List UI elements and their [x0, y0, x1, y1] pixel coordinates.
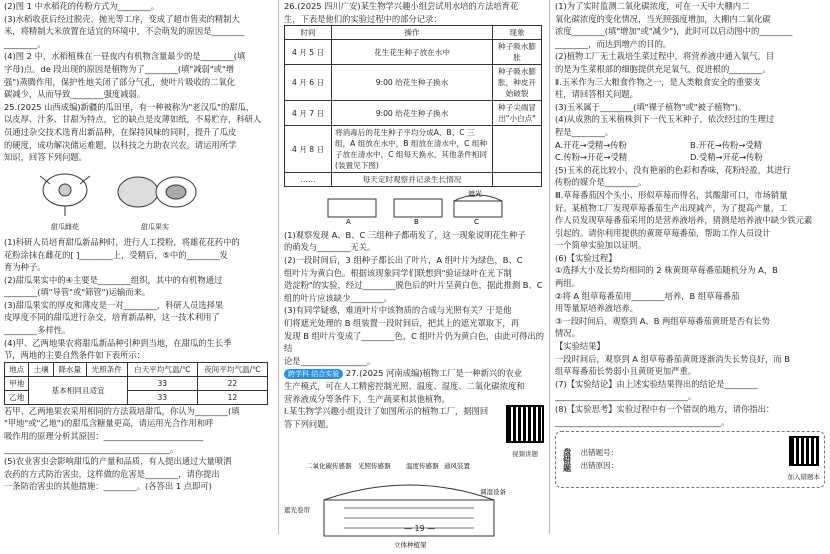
- text-line: 两组。: [555, 278, 580, 289]
- text-line: 生产模式，可在人工精密控制光照、温度、湿度、二氧化碳浓度和: [284, 380, 525, 391]
- table-cell: 种子尖端冒出"小白点": [493, 101, 542, 126]
- text-line: ________________________________________。: [4, 443, 179, 454]
- text-line: ________________________________________。: [555, 416, 730, 427]
- qr-caption: 视频讲题: [512, 449, 538, 458]
- setup-label-c: C: [474, 218, 479, 226]
- table-cell: 4 月 8 日: [285, 126, 332, 173]
- text-line: (4)甲、乙两地果农将甜瓜新品种引种到当地，在甜瓜的生长季: [4, 337, 232, 348]
- experiment-table: [284, 25, 542, 187]
- table-cell: 基本相同且适宜: [29, 376, 127, 404]
- text-line: 营养液成分等条件下，生产蔬菜和其他植物。: [284, 393, 450, 404]
- table-cell: 4 月 6 日: [285, 65, 332, 101]
- text-line: ________。: [4, 38, 46, 49]
- text-line: 的硬度，成功解决储运难题，以科技之力助农兴农。请运用所学: [4, 139, 237, 150]
- text-line: 【实验结果】: [555, 341, 605, 352]
- text-line: 们将遮光处理的 B 组装置一段时间后，把其上的遮光罩取下，再: [284, 317, 519, 328]
- table-cell: 花生花生种子放在水中: [332, 40, 493, 65]
- option-d[interactable]: D.受精→开花→传粉: [690, 152, 763, 163]
- table-cell: 9:00 给花生种子换水: [332, 101, 493, 126]
- table-header: 地点: [5, 362, 29, 376]
- text-line: 造淀粉"的实验，经过________脱色后的叶片呈黄白色，据此推测 B、C: [284, 280, 543, 291]
- table-header: 现象: [493, 26, 542, 40]
- text-line: 作人员发现草莓番茄采用的是营养液培养，猜测是培养液中缺少铁元素: [555, 215, 813, 226]
- table-header: 夜间平均气温/℃: [197, 362, 267, 376]
- text-line: 发现 B 组叶片变成了________色，C 组叶片仍为黄白色，由此可得出的结: [284, 330, 545, 354]
- text-line: ________，而达到增产的目的。: [555, 38, 672, 49]
- text-line: 一个简单实验加以证明。: [555, 240, 647, 251]
- table-cell: 22: [197, 376, 267, 390]
- text-line: ①选择大小及长势均相同的 2 株黄斑草莓番茄随机分为 A，B: [555, 265, 778, 276]
- text-line: 论是________________。: [284, 355, 376, 366]
- text-line: 若甲、乙两地果农采用相同的方法栽培甜瓜，你认为________(填: [4, 405, 240, 416]
- text-line: (6)【实验过程】: [555, 252, 617, 263]
- text-line: 组草莓番茄长势弱小且黄斑更加严重。: [555, 366, 697, 377]
- text-line: Ⅱ.玉米作为三大粮食作物之一，是人类粮食安全的重要支: [555, 76, 761, 87]
- options-row: [555, 139, 825, 152]
- text-line: (3)有同学疑惑，难道叶片中该物质的合成与光照有关？于是他: [284, 305, 512, 316]
- text-line: 强")蒸腾作用，保护性地关闭了部分气孔，使叶片吸收的二氧化: [4, 76, 236, 87]
- text-line: 氧化碳浓度的变化情况，当光照强度增加，大棚内二氧化碳: [555, 13, 771, 24]
- text-line: (1)观察发现 A、B、C 三组种子都萌发了，这一现象说明花生种子: [284, 229, 526, 240]
- q27-head: [284, 405, 544, 460]
- table-cell: ……: [285, 173, 332, 187]
- text-line: 用等量原培养液培养。: [555, 303, 638, 314]
- text-line: Ⅲ.草莓番茄因个头小、形似草莓而得名，其酸甜可口，市场销量: [555, 189, 788, 200]
- diagram-label: 通风装置: [444, 462, 470, 471]
- diagram-label: 遮光卷帘: [284, 506, 310, 515]
- table-cell: 9:00 给花生种子换水: [332, 65, 493, 101]
- table-cell: 4 月 5 日: [285, 40, 332, 65]
- table-header: 时间: [285, 26, 332, 40]
- text-line: (2)图 1 中水稻花的传粉方式为________。: [4, 1, 160, 11]
- climate-table: [4, 362, 268, 405]
- table-header: 白天平均气温/℃: [127, 362, 197, 376]
- text-line: (3)水稻收获后经过脱壳、抛光等工序，变成了超市售卖的精制大: [4, 13, 240, 24]
- text-line: (4)从成熟的玉米植株到下一代玉米种子，依次经过的生理过: [555, 114, 775, 125]
- text-line: 一段时间后，观察到 A 组草莓番茄黄斑逐渐消失长势良好，而 B: [555, 353, 791, 364]
- text-line: ________________________________。: [555, 391, 697, 402]
- text-line: (3)玉米属于________(填"裸子植物"或"被子植物")。: [555, 101, 747, 112]
- text-line: 碳减少，从而导致________强度减弱。: [4, 89, 146, 100]
- text-line: 浓度________(填"增加"或"减少")，此时可以启动图中的________: [555, 26, 793, 37]
- qr-block[interactable]: [788, 436, 821, 483]
- qr-code-icon[interactable]: [789, 436, 819, 466]
- table-cell: [493, 126, 542, 173]
- table-cell: 4 月 7 日: [285, 101, 332, 126]
- text-line: 育为种子。: [4, 262, 46, 273]
- diagram-label: 二氧化碳传感器: [306, 462, 352, 471]
- text-line: (3)甜瓜果实的厚皮和薄皮是一对________，科研人员选择果: [4, 299, 224, 310]
- text-line: (8)【实验思考】实验过程中有一个错误的地方，请你指出：: [555, 404, 775, 414]
- text-line: (5)农业害虫会影响甜瓜的产量和品质，有人提出通过大量喷洒: [4, 456, 232, 467]
- text-line: 生，下表是他们的实验过程中的部分记录：: [284, 13, 442, 24]
- peanut-setup-figure: [284, 187, 542, 225]
- table-cell: 33: [127, 376, 197, 390]
- text-line: (2)甜瓜果实中的④主要是________组织，其中的有机物通过: [4, 274, 223, 285]
- figure-caption: 甜瓜果实: [141, 223, 169, 232]
- female-flower-illustration: [30, 166, 100, 218]
- text-line: ________(填"导管"或"筛管")运输而来。: [4, 287, 151, 298]
- text-line: 的是为生菜根部的细胞提供充足氧气，促进根的________。: [555, 63, 771, 74]
- column-divider: [549, 0, 550, 534]
- text-line: 组的叶片应该缺少________。: [284, 292, 392, 303]
- text-line: 以皮厚、汁多、甘甜为特点，它的缺点是皮薄如纸，不易贮存，科研人: [4, 114, 262, 125]
- table-header: 操作: [332, 26, 493, 40]
- box-line: 出错题号：: [580, 448, 619, 458]
- text-line: 字母)点。de 段出现的原因是植物为了________(填"减弱"或"增: [4, 63, 235, 74]
- text-line: (4)图 2 中，水稻植株在一昼夜内有机物含量最少的是________(填: [4, 51, 246, 62]
- figure-caption: 甜瓜雌花: [51, 223, 79, 232]
- qr-block[interactable]: [506, 405, 544, 460]
- box-line: 出错原因：: [580, 460, 619, 470]
- table-cell: 甲地: [5, 376, 29, 390]
- text-line: 米，将精制大米放置在适宜的环境中，不会萌发的原因是________: [4, 26, 245, 37]
- melon-figure: [30, 166, 272, 234]
- text-line: (2)植物工厂无土栽培生菜过程中，将营养液中通入氧气，目: [555, 51, 775, 62]
- text-line: 情况。: [555, 328, 580, 339]
- text-line: 引起的。请你利用提供的黄斑草莓番茄，帮助工作人员设计: [555, 227, 771, 238]
- diagram-label: 调湿设备: [480, 488, 506, 497]
- table-cell: 12: [197, 390, 267, 404]
- left-column: [4, 0, 272, 493]
- table-cell: 种子吸水膨胀，种皮开始破裂: [493, 65, 542, 101]
- text-line: ________多样性。: [4, 325, 71, 336]
- plant-factory-diagram: [284, 460, 542, 550]
- diagram-label: 立体种植架: [394, 541, 427, 550]
- table-header: 光照条件: [86, 362, 127, 376]
- text-line: 传粉的媒介是________。: [555, 177, 647, 188]
- table-cell: [493, 173, 542, 187]
- question-25-stem: 25.(2025 山西成编)新疆的瓜田里，有一种被称为"老汉瓜"的甜瓜，: [4, 101, 255, 112]
- melon-fruit-illustration: [110, 166, 200, 218]
- right-column: [555, 0, 825, 488]
- text-line: 答下列问题。: [284, 418, 334, 429]
- table-cell: 每天定时观察并记录生长情况: [332, 173, 493, 187]
- option-b[interactable]: B.开花→传粉→受精: [690, 139, 763, 150]
- text-line: (1)科研人员培育甜瓜新品种时，进行人工授粉，将雄花花药中的: [4, 236, 240, 247]
- box-title: 盘错题: [562, 447, 572, 472]
- text-line: 的萌发与________无关。: [284, 242, 376, 253]
- text-line: 员通过杂交技术选育出新品种，在保持风味的同时，提升了瓜皮: [4, 126, 237, 137]
- text-line: 知识，回答下列问题。: [4, 152, 87, 163]
- cross-subject-tag: 跨学科 结合实验: [284, 369, 343, 379]
- text-line: "甲地"或"乙地")的甜瓜含糖量更高，请运用光合作用和呼: [4, 418, 214, 429]
- table-header: 土壤: [29, 362, 53, 376]
- text-line: (5)玉米的花比较小，没有艳丽的色彩和香味，花粉轻盈，其进行: [555, 164, 791, 175]
- text-line: ②将 A 组草莓番茄用________培养，B 组草莓番茄: [555, 290, 740, 301]
- options-row: [555, 151, 825, 164]
- text-line: 27.(2025 河南成编)植物工厂是一种新兴的农业: [345, 368, 523, 379]
- text-line: (2)一段时间后，3 组种子都长出了叶片，A 组叶片为绿色，B、C: [284, 254, 523, 265]
- qr-code-icon[interactable]: [506, 405, 544, 443]
- diagram-label: 温度传感器: [406, 462, 439, 471]
- option-a[interactable]: A.开花→受精→传粉: [555, 139, 627, 150]
- table-cell: 将消毒后的花生种子平均分成A、B、C 三组，A 组放在水中，B 组放在清水中，C 组种子放在清水中，C 组每天换水，其他条件相同(装置见下图): [332, 126, 493, 173]
- text-line: (1)为了实时监测二氧化碳浓度，可在一天中大棚内二: [555, 1, 750, 11]
- table-cell: 种子吸水膨胀: [493, 40, 542, 65]
- table-cell: 乙地: [5, 390, 29, 404]
- text-line: Ⅰ.某生物学兴趣小组设计了如图所示的植物工厂，据图回: [284, 406, 489, 417]
- middle-column: [284, 0, 544, 554]
- setup-label-a: A: [346, 218, 351, 226]
- text-line: (7)【实验结论】由上述实验结果得出的结论是________: [555, 378, 758, 389]
- text-line: 花粉涂抹在雌花的[ ]________上，受精后，⑤中的________发: [4, 249, 228, 260]
- page-number: — 19 —: [404, 524, 436, 533]
- mistake-notebook-box: [555, 431, 825, 488]
- text-line: 吸作用的原理分析其原因：________________________: [4, 431, 204, 442]
- text-line: 农药的方式防治害虫，这样做的危害是________，请你提出: [4, 468, 220, 479]
- text-line: 皮厚度不同的甜瓜进行杂交，培育新品种，这一技术利用了: [4, 312, 220, 323]
- table-cell: 33: [127, 390, 197, 404]
- text-line: ③一段时间后，观察到 A、B 两组草莓番茄黄斑是否有长势: [555, 315, 770, 326]
- text-line: 一条防治害虫的其他措施：________。(各答出 1 点即可): [4, 481, 212, 492]
- diagram-label: 光照传感器: [358, 462, 391, 471]
- column-divider: [278, 0, 279, 534]
- qr-caption: 加入错题本: [787, 472, 820, 481]
- shade-label: 遮光: [468, 190, 482, 199]
- setup-label-b: B: [414, 218, 419, 226]
- text-line: 程是________。: [555, 126, 614, 137]
- option-c[interactable]: C.传粉→开花→受精: [555, 152, 628, 163]
- text-line: 好。某植物工厂发现草莓番茄生产出现减产，为了提高产量，工: [555, 202, 788, 213]
- text-line: 节，两地的主要自然条件如下表所示：: [4, 350, 146, 361]
- question-27-stem: [284, 367, 544, 380]
- text-line: 柱，请回答相关问题。: [555, 89, 638, 100]
- question-26-stem: 26.(2025 四川广安)某生物学兴趣小组尝试用水培的方法培育花: [284, 1, 519, 11]
- text-line: 组叶片为黄白色。根据该现象同学们联想到"验证绿叶在光下制: [284, 267, 512, 278]
- table-header: 降水量: [53, 362, 86, 376]
